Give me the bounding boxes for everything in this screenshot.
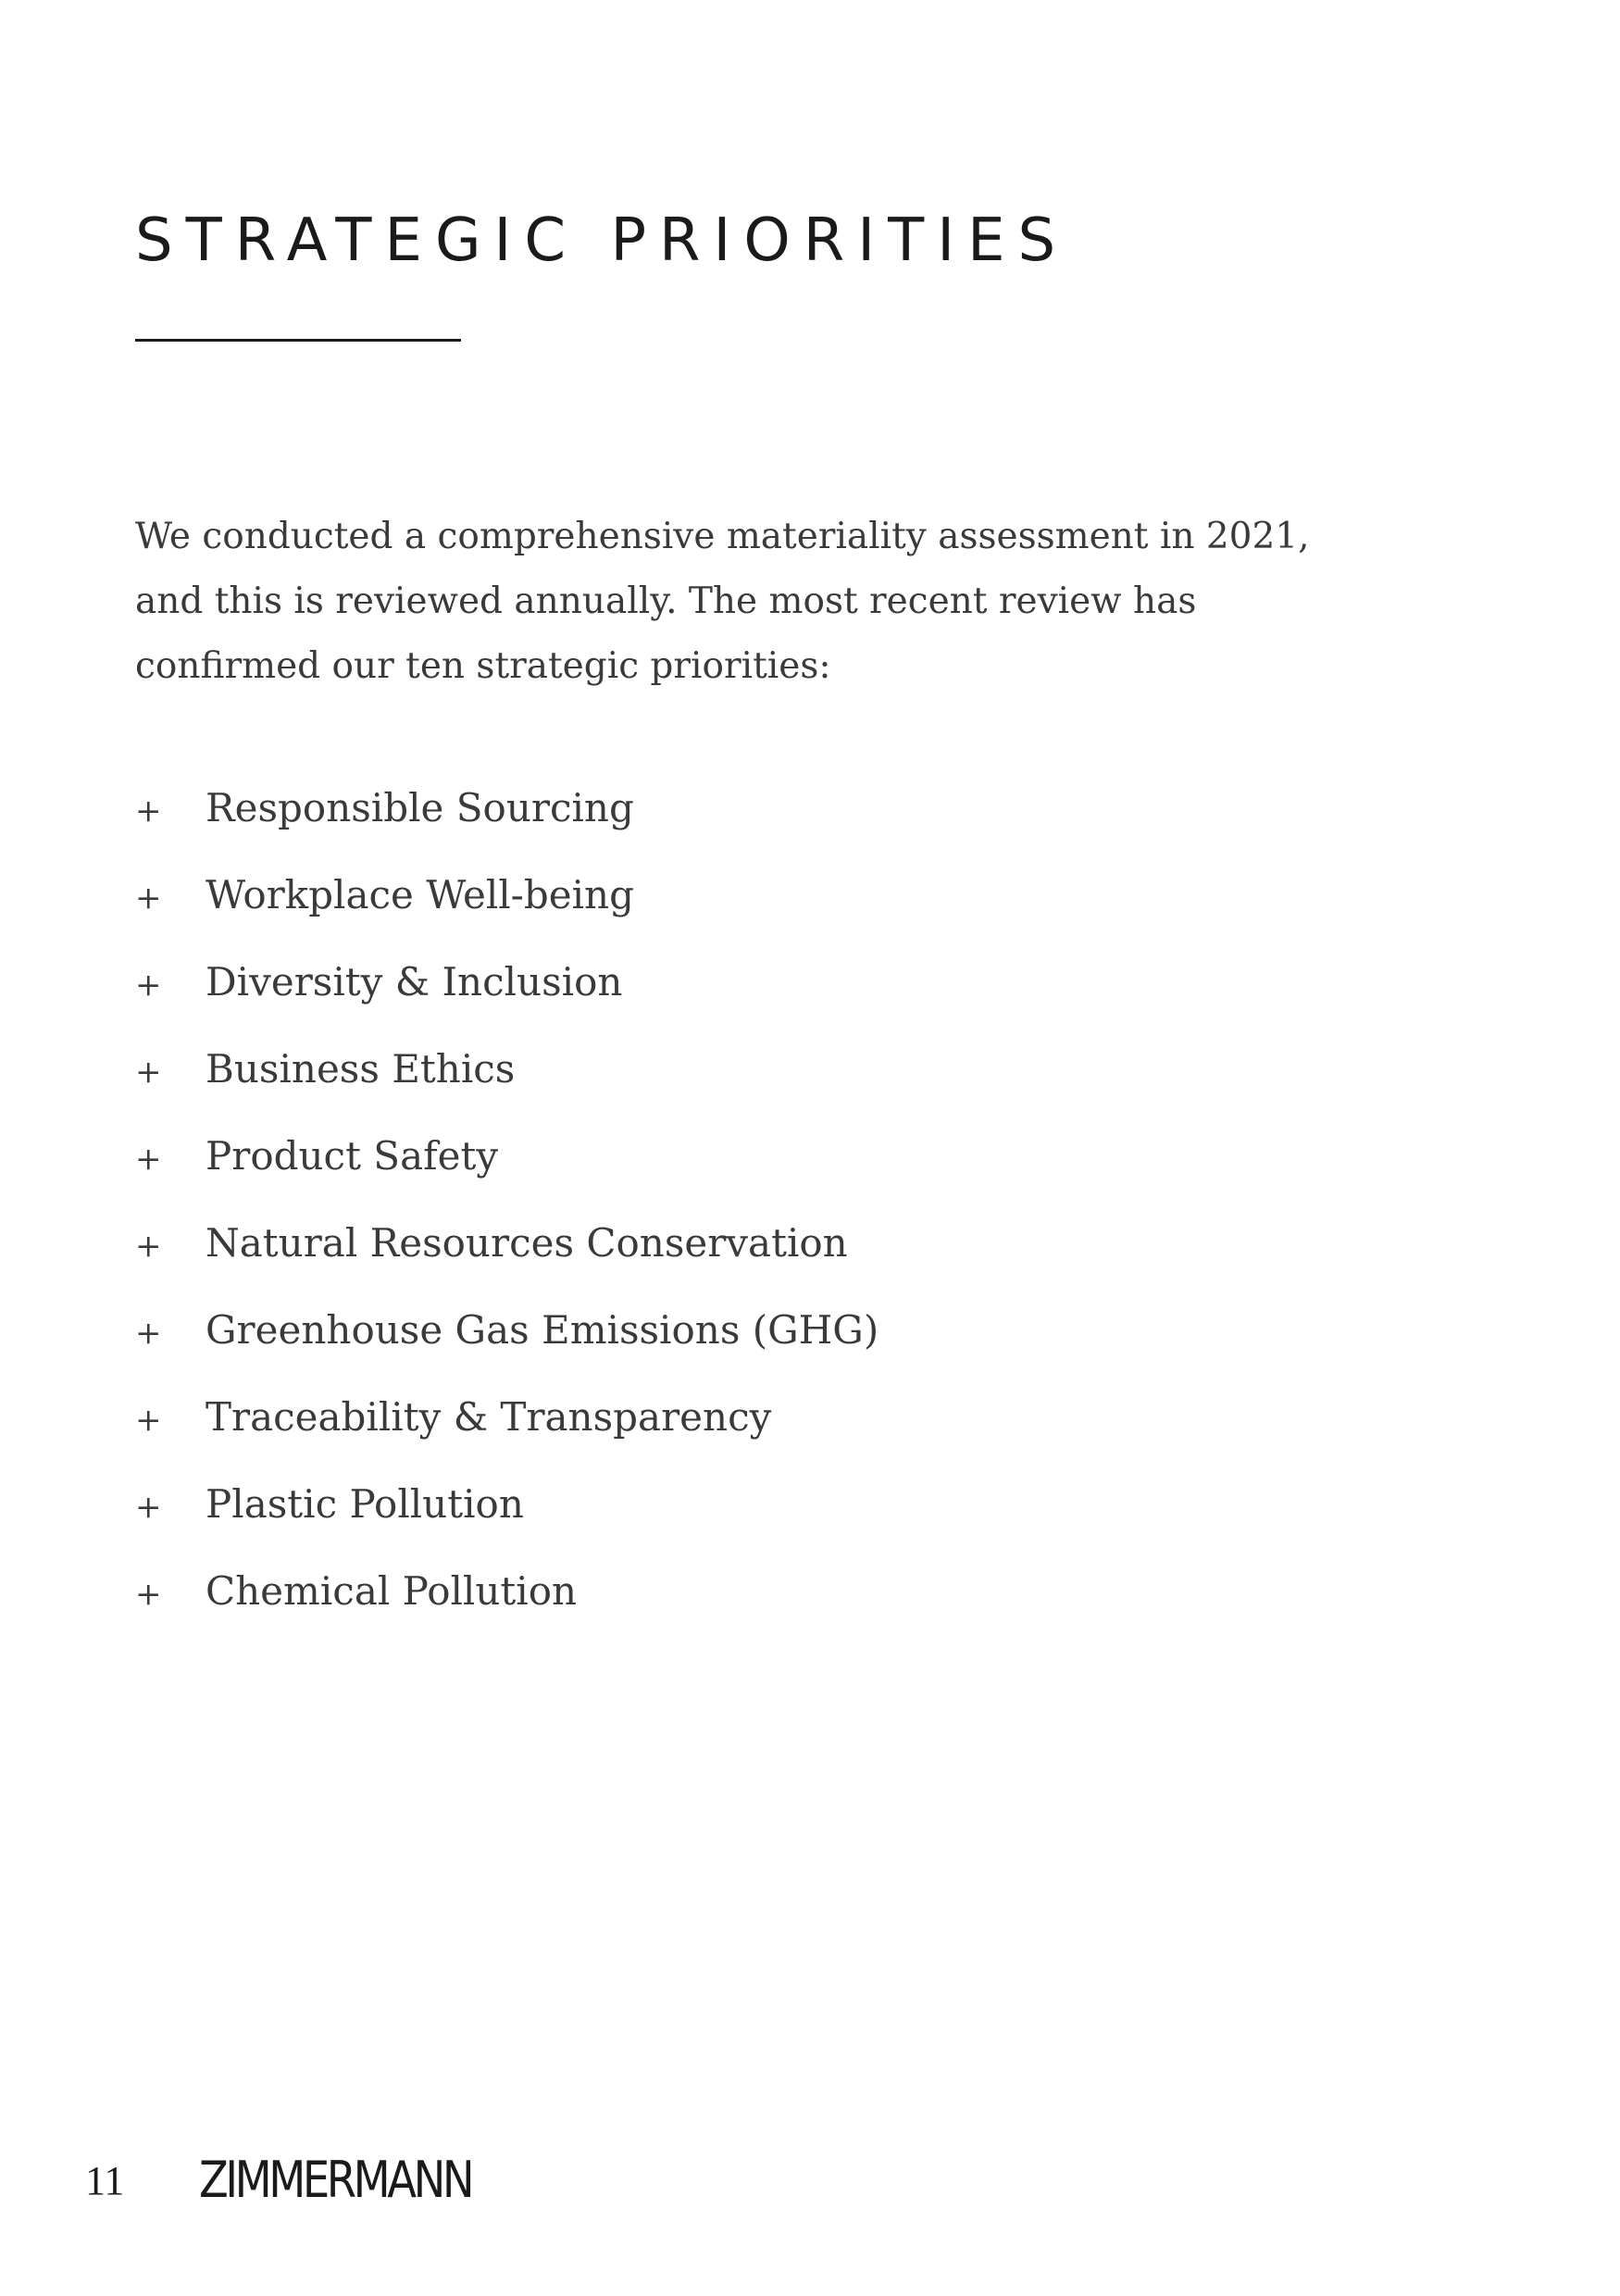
priority-label: Greenhouse Gas Emissions (GHG) bbox=[206, 1307, 879, 1353]
plus-bullet-icon: + bbox=[135, 1054, 162, 1091]
list-item bbox=[135, 959, 879, 1046]
list-item bbox=[135, 1568, 879, 1655]
list-item bbox=[135, 1133, 879, 1220]
plus-bullet-icon: + bbox=[135, 1402, 162, 1439]
list-item bbox=[135, 1394, 879, 1481]
plus-bullet-icon: + bbox=[135, 1141, 162, 1178]
list-item bbox=[135, 1046, 879, 1133]
priority-label: Workplace Well-being bbox=[206, 872, 634, 917]
plus-bullet-icon: + bbox=[135, 1576, 162, 1613]
page-number: 11 bbox=[85, 2158, 125, 2203]
plus-bullet-icon: + bbox=[135, 1315, 162, 1352]
plus-bullet-icon: + bbox=[135, 967, 162, 1004]
intro-paragraph: We conducted a comprehensive materiality assessment in 2021, and this is reviewed annually. The most recent review has confirmed our ten strategic priorities: bbox=[135, 516, 1310, 687]
list-item bbox=[135, 872, 879, 959]
priority-label: Product Safety bbox=[206, 1133, 499, 1179]
list-item bbox=[135, 785, 879, 872]
list-item bbox=[135, 1481, 879, 1568]
plus-bullet-icon: + bbox=[135, 1228, 162, 1265]
plus-bullet-icon: + bbox=[135, 880, 162, 917]
priority-label: Natural Resources Conservation bbox=[206, 1220, 848, 1266]
priority-label: Business Ethics bbox=[206, 1046, 516, 1092]
brand-logo: ZIMMERMANN bbox=[199, 2151, 472, 2209]
plus-bullet-icon: + bbox=[135, 1489, 162, 1526]
priority-label: Chemical Pollution bbox=[206, 1568, 578, 1614]
priority-label: Responsible Sourcing bbox=[206, 785, 634, 830]
title-underline-divider bbox=[135, 339, 461, 342]
page-title: STRATEGIC PRIORITIES bbox=[135, 206, 1069, 275]
priority-label: Plastic Pollution bbox=[206, 1481, 524, 1527]
priority-label: Diversity & Inclusion bbox=[206, 959, 623, 1004]
list-item bbox=[135, 1307, 879, 1394]
plus-bullet-icon: + bbox=[135, 792, 162, 830]
strategic-priorities-list bbox=[135, 785, 879, 1655]
priority-label: Traceability & Transparency bbox=[206, 1394, 772, 1440]
list-item bbox=[135, 1220, 879, 1307]
